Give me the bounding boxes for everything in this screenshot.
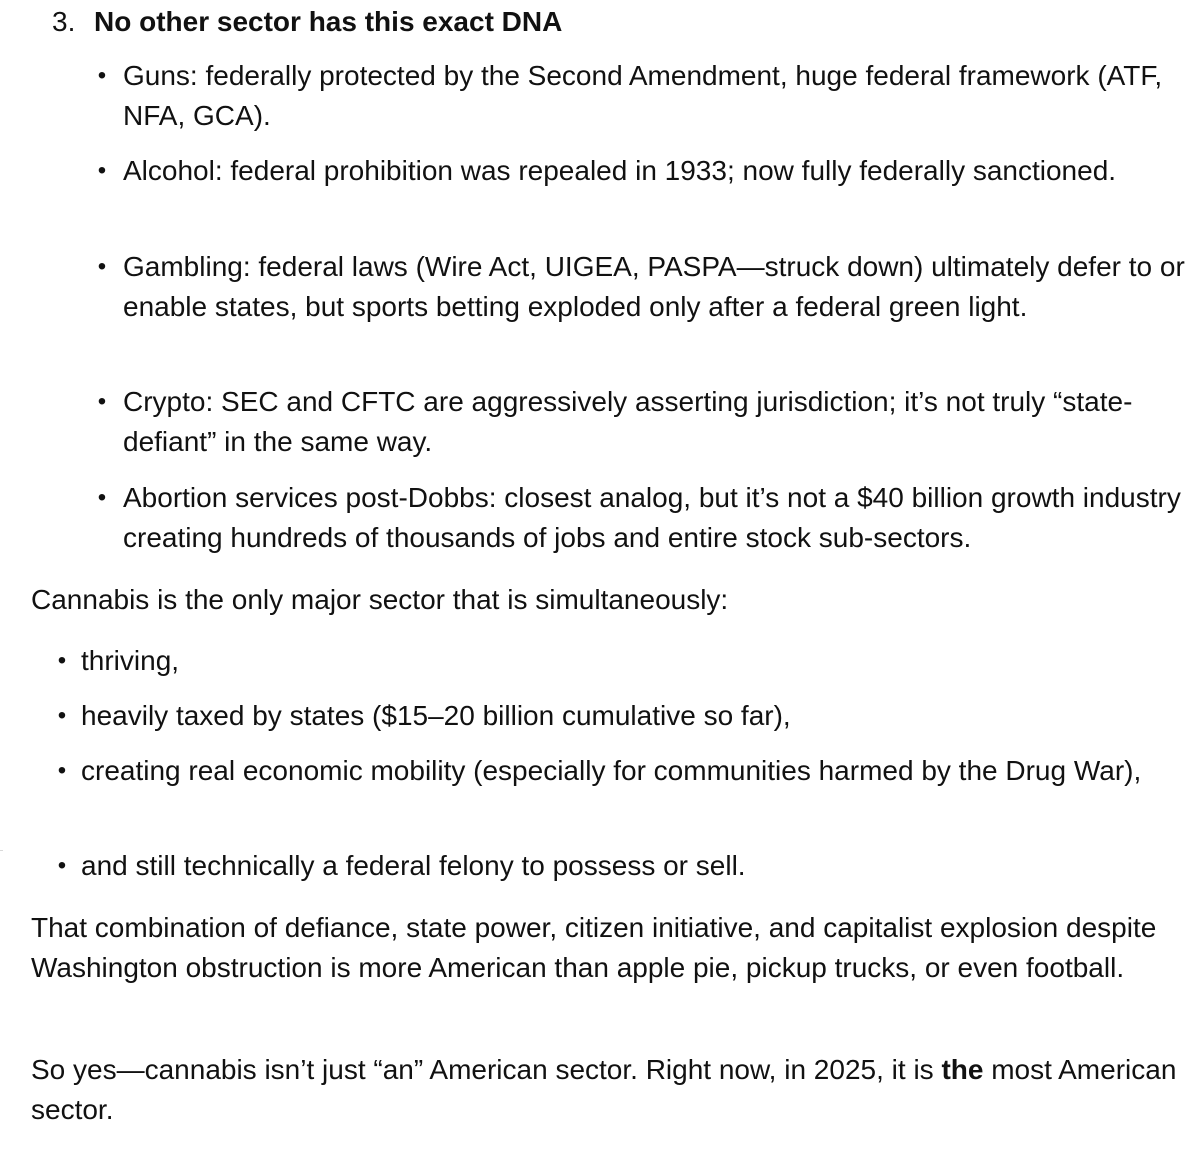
- bullet-icon: •: [97, 157, 107, 184]
- list-item-text: Alcohol: federal prohibition was repealed in 1933; now fully federally sanctioned.: [123, 155, 1117, 186]
- closing-paragraph-2-after: most American sector.: [31, 1054, 1177, 1125]
- list-item-text: Crypto: SEC and CFTC are aggressively asserting jurisdiction; it’s not truly “state-defiant” in the same way.: [123, 386, 1133, 457]
- closing-paragraph-2: [31, 1050, 1191, 1130]
- list-item-thriving: [53, 641, 1191, 681]
- bullet-icon: •: [97, 388, 107, 415]
- list-item-federal-felony: [53, 846, 1191, 886]
- list-item-text: and still technically a federal felony to possess or sell.: [81, 850, 746, 881]
- summary-intro: Cannabis is the only major sector that is simultaneously:: [31, 584, 729, 615]
- edge-divider-mark: [0, 850, 3, 851]
- bullet-icon: •: [57, 757, 67, 784]
- bullet-icon: •: [57, 647, 67, 674]
- bullet-icon: •: [97, 62, 107, 89]
- list-item-alcohol: [93, 151, 1191, 231]
- emphasized-word: the: [941, 1054, 984, 1085]
- list-item-abortion-services: [93, 478, 1191, 558]
- list-number: 3.: [52, 6, 76, 37]
- bullet-icon: •: [97, 253, 107, 280]
- bullet-icon: •: [57, 852, 67, 879]
- bullet-icon: •: [97, 484, 107, 511]
- list-item-gambling: [93, 247, 1191, 367]
- list-item-economic-mobility: [53, 751, 1191, 831]
- list-item-text: heavily taxed by states ($15–20 billion cumulative so far),: [81, 700, 791, 731]
- closing-paragraph-1: That combination of defiance, state power, citizen initiative, and capitalist explosion despite Washington obstruction is more American than apple pie, pickup trucks, or even football.: [31, 912, 1157, 983]
- list-item-text: Abortion services post-Dobbs: closest analog, but it’s not a $40 billion growth industry creating hundreds of thousands of jobs and entire stock sub-sectors.: [123, 482, 1181, 553]
- list-item-taxed: [53, 696, 1191, 736]
- list-item-text: Gambling: federal laws (Wire Act, UIGEA, PASPA—struck down) ultimately defer to or enable states, but sports betting exploded only after a federal green light.: [123, 251, 1185, 322]
- list-item-crypto: [93, 382, 1191, 462]
- list-item-guns: [93, 56, 1191, 136]
- bullet-icon: •: [57, 702, 67, 729]
- list-item-text: thriving,: [81, 645, 180, 676]
- section-heading: No other sector has this exact DNA: [94, 6, 563, 37]
- closing-paragraph-2-before: So yes—cannabis isn’t just “an” American sector. Right now, in 2025, it is: [31, 1054, 942, 1085]
- list-item-text: creating real economic mobility (especially for communities harmed by the Drug War),: [81, 755, 1142, 786]
- list-item-text: Guns: federally protected by the Second Amendment, huge federal framework (ATF, NFA, GCA).: [123, 60, 1163, 131]
